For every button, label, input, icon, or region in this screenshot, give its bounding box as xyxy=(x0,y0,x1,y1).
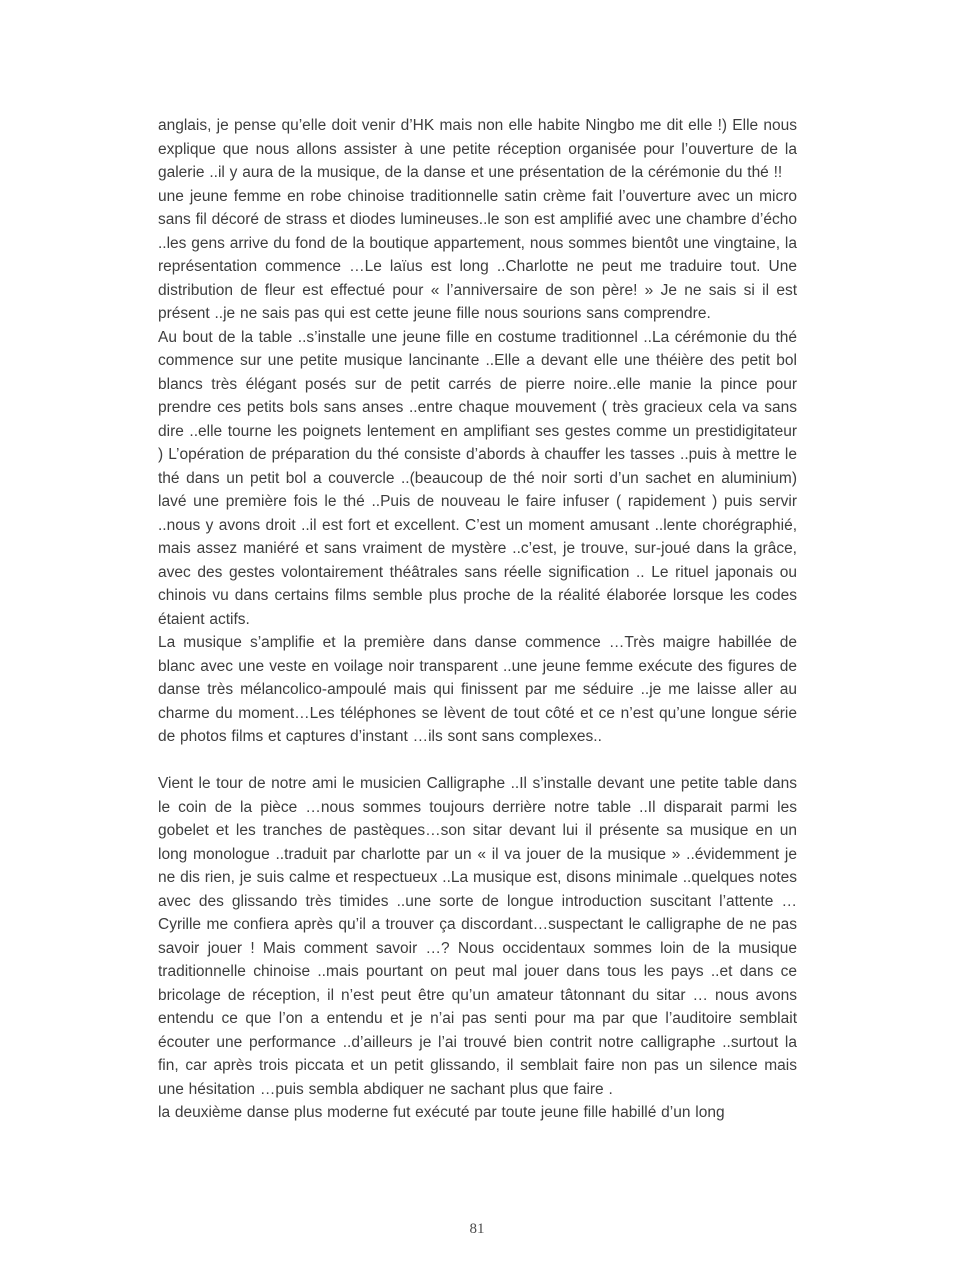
paragraph-4: La musique s’amplifie et la première dans danse commence …Très maigre habillée de blanc avec une veste en voilage noir transparent ..une jeune femme exécute des figures de danse très mélancolico-ampoulé mais qui finissent par me séduire ..je me laisse aller au charme du moment…Les téléphones se lèvent de tout côté et ce n’est qu’une longue série de photos films et captures d’instant …ils sont sans complexes.. xyxy=(158,634,797,745)
paragraph-1: anglais, je pense qu’elle doit venir d’HK mais non elle habite Ningbo me dit elle !) Elle nous explique que nous allons assister à une petite réception organisée pour l’ouverture de la galerie ..il y aura de la musique, de la danse et une présentation de la cérémonie du thé !! xyxy=(158,117,797,181)
paragraph-3: Au bout de la table ..s’installe une jeune fille en costume traditionnel ..La cérémonie du thé commence sur une petite musique lancinante ..Elle a devant elle une théière des petit bol blancs très élégant posés sur de petit carrés de pierre noire..elle manie la pince pour prendre ces petits bols sans anses ..entre chaque mouvement ( très gracieux cela va sans dire ..elle tourne les poignets lentement en amplifiant ses gestes comme un prestidigitateur ) L’opération de préparation du thé consiste d’abords à chauffer les tasses ..puis à mettre le thé dans un petit bol a couvercle ..(beaucoup de thé noir sorti d’un sachet en aluminium) lavé une première fois le thé ..Puis de nouveau le faire infuser ( rapidement ) puis servir ..nous y avons droit ..il est fort et excellent. C’est un moment amusant ..lente chorégraphié, mais assez maniéré et sans vraiment de mystère ..c’est, je trouve, sur-joué dans la grâce, avec des gestes volontairement théâtrales sans réelle signification .. Le rituel japonais ou chinois vu dans certains films semble plus proche de la réalité élaborée lorsque les codes étaient actifs. xyxy=(158,328,797,628)
paragraph-2: une jeune femme en robe chinoise traditionnelle satin crème fait l’ouverture avec un micro sans fil décoré de strass et diodes lumineuses..le son est amplifié avec une chambre d’écho ..les gens arrive du fond de la boutique appartement, nous sommes bientôt une vingtaine, la représentation commence …Le laïus est long ..Charlotte ne peut me traduire tout. Une distribution de fleur est effectué pour « l’anniversaire de son père! » Je ne sais si il est présent ..je ne sais pas qui est cette jeune fille nous sourions sans comprendre. xyxy=(158,187,797,322)
paragraph-6: la deuxième danse plus moderne fut exécuté par toute jeune fille habillé d’un long xyxy=(158,1104,725,1121)
page-number: 81 xyxy=(469,1221,485,1237)
text-block xyxy=(158,114,797,1125)
paragraph-5: Vient le tour de notre ami le musicien Calligraphe ..Il s’installe devant une petite table dans le coin de la pièce …nous sommes toujours derrière notre table ..Il disparait parmi les gobelet et les tranches de pastèques…son sitar devant lui il présente sa musique en un long monologue ..traduit par charlotte par un « il va jouer de la musique » ..évidemment je ne dis rien, je suis calme et respectueux ..La musique est, disons minimale ..quelques notes avec des glissando très timides ..une sorte de longue introduction suscitant l’attente …Cyrille me confiera après qu’il a trouver ça discordant…suspectant le calligraphe de ne pas savoir jouer ! Mais comment savoir …? Nous occidentaux sommes loin de la musique traditionnelle chinoise ..mais pourtant on peut mal jouer dans tous les pays ..et dans ce bricolage de réception, il n’est peut être qu’un amateur tâtonnant du sitar … nous avons entendu ce que l’on a entendu et je n’ai pas senti pour ma par que l’auditoire semblait écouter une performance ..d’ailleurs je l’ai trouvé bien contrit notre calligraphe ..surtout la fin, car après trois piccata et un petit glissando, il semblait faire non pas un silence mais une hésitation …puis sembla abdiquer ne sachant plus que faire . xyxy=(158,775,797,1098)
